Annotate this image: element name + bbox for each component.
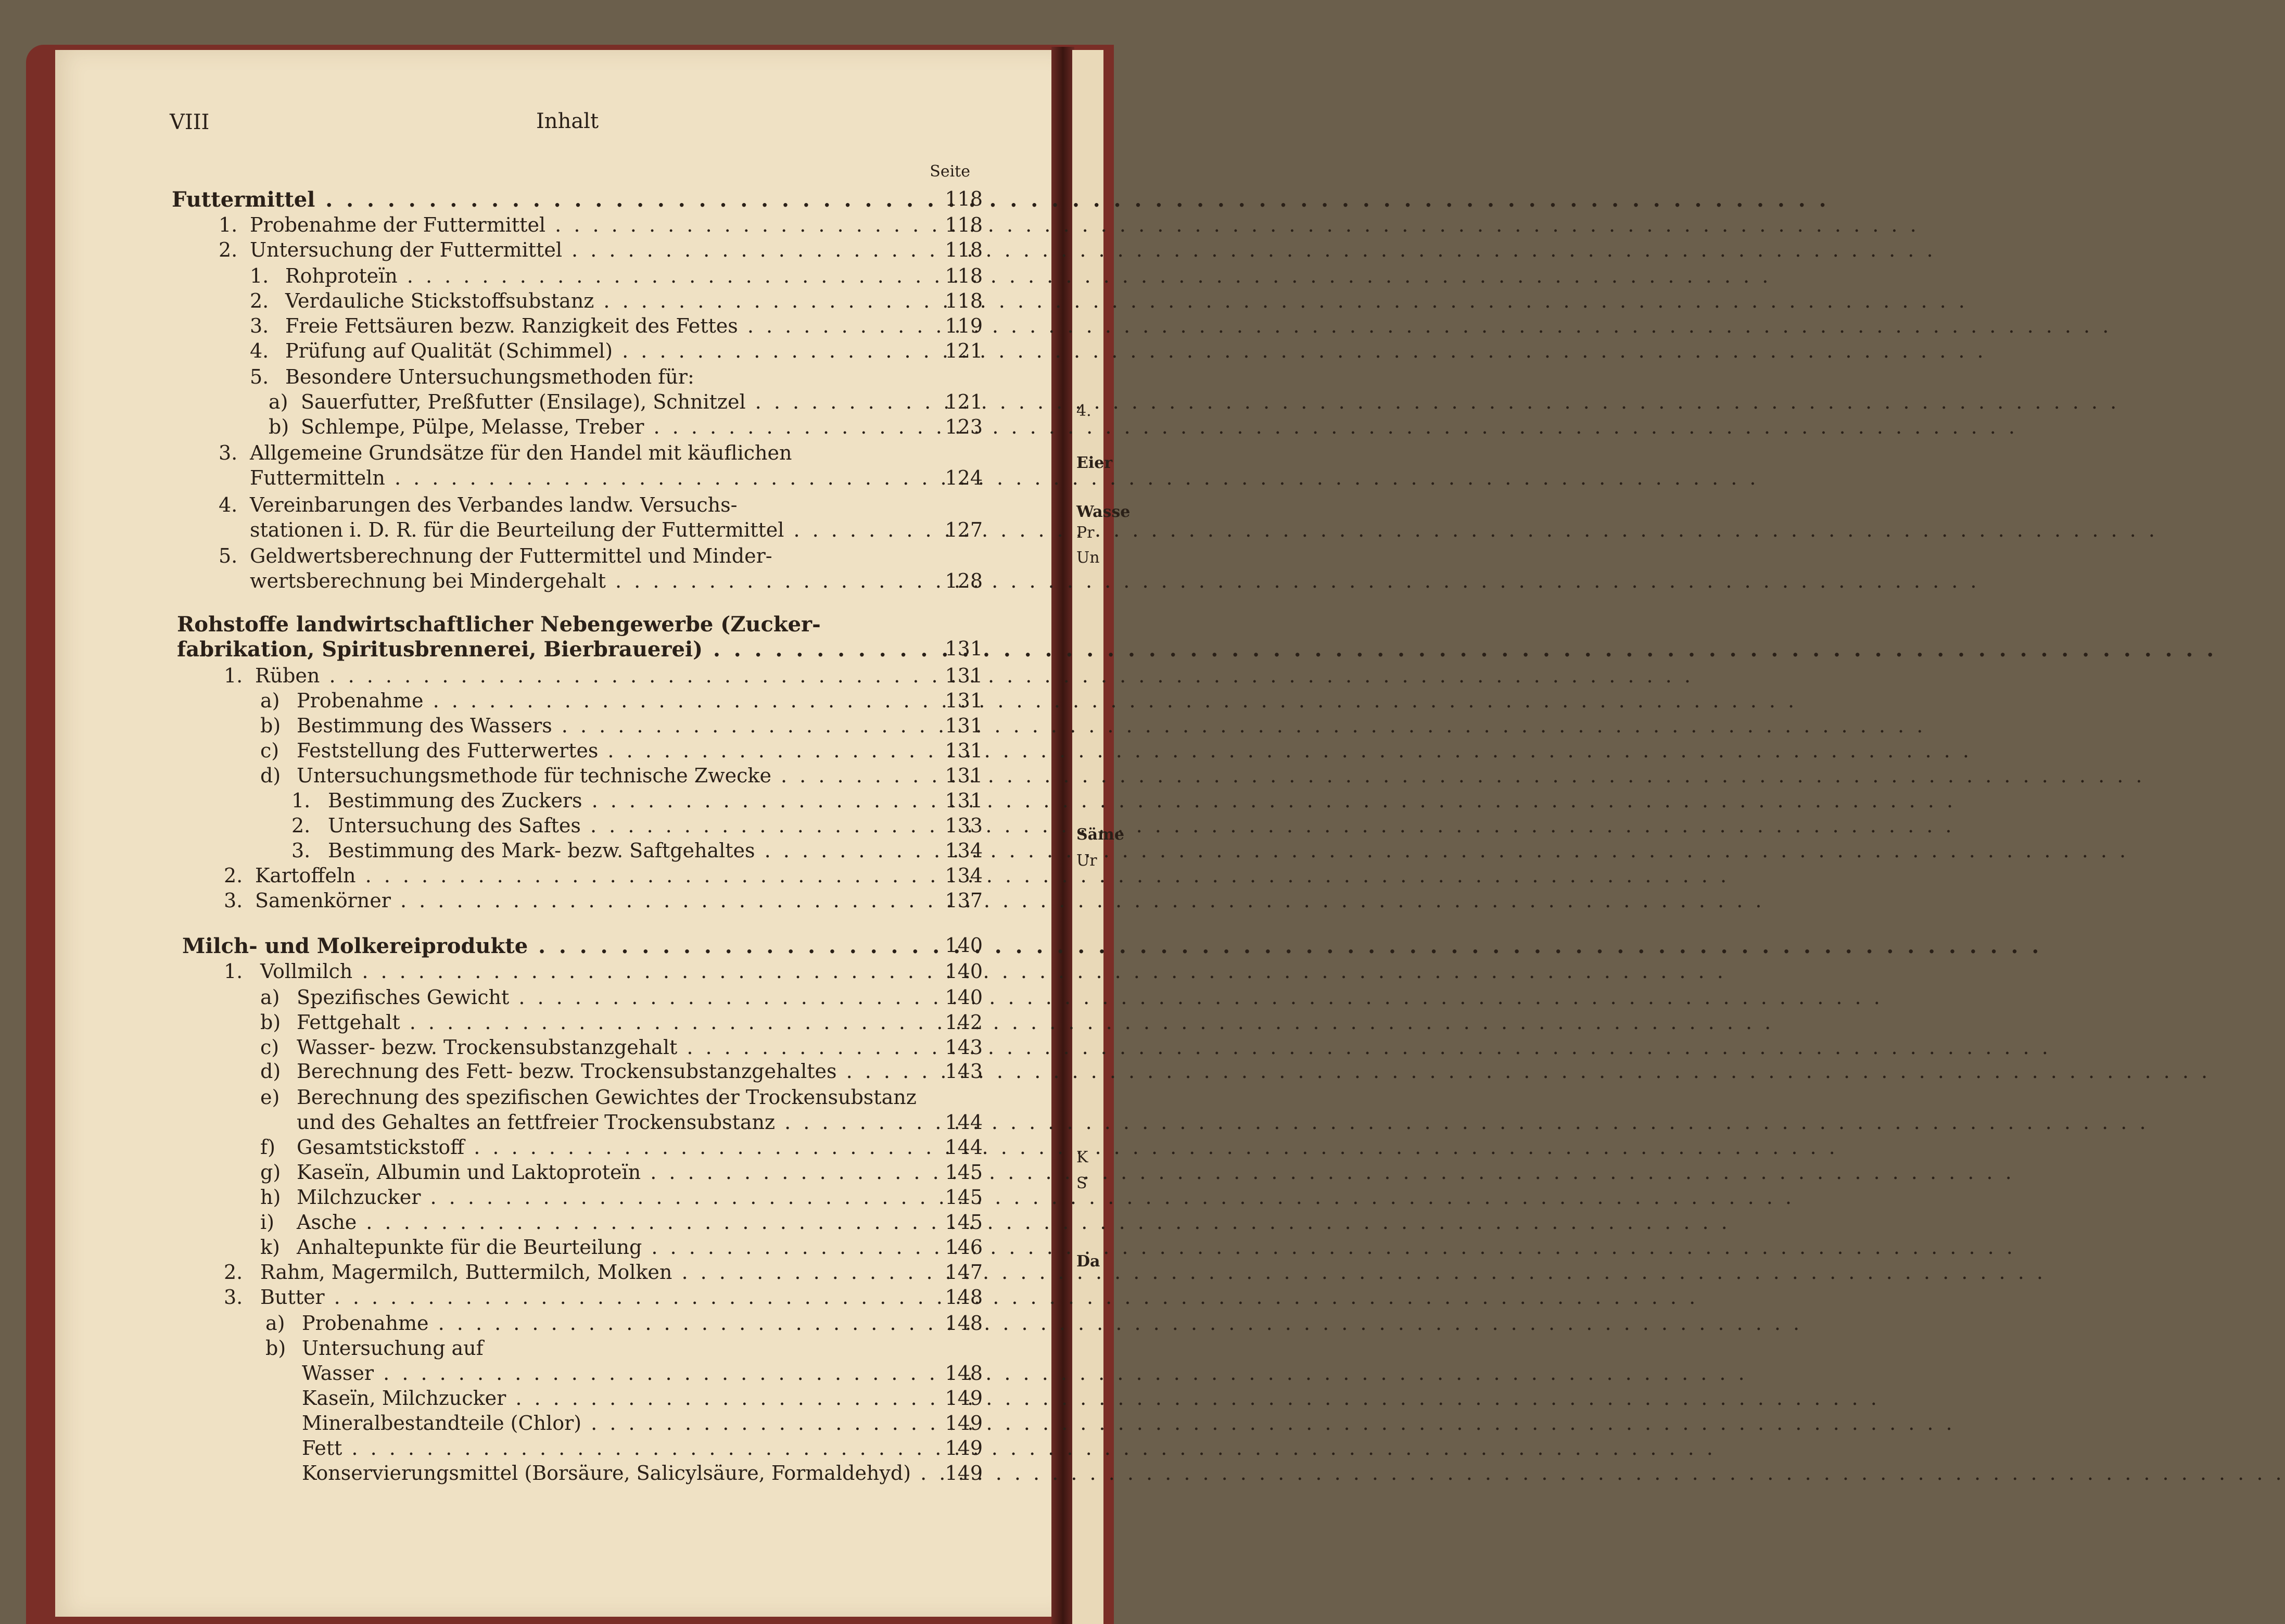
toc-entry: [0, 1161, 1103, 1186]
entry-text: Berechnung des Fett- bezw. Trockensubstanzgehaltes . . .: [297, 1060, 937, 1083]
entry-page-number: 131: [945, 664, 983, 687]
fragment: K: [1076, 1148, 1088, 1166]
entry-page-number: 137: [945, 889, 983, 912]
entry-text: Verdauliche Stickstoffsubstanz . . .: [285, 289, 937, 312]
entry-page-number: 131: [945, 714, 983, 737]
toc-entry: [0, 1060, 1103, 1085]
entry-number: 5.: [250, 365, 269, 388]
toc-entry: [0, 493, 1103, 518]
entry-text: Probenahme der Futtermittel . . .: [250, 213, 937, 236]
entry-number: 3.: [224, 889, 243, 912]
entry-text: Fettgehalt . . .: [297, 1011, 937, 1034]
entry-text: Bestimmung des Wassers . . .: [297, 714, 937, 737]
entry-page-number: 140: [945, 960, 983, 983]
entry-text: Vereinbarungen des Verbandes landw. Versuchs-: [250, 493, 738, 516]
entry-number: 3.: [250, 314, 269, 337]
entry-number: f): [260, 1136, 275, 1159]
section-page-number: 118: [945, 187, 983, 210]
entry-text: Allgemeine Grundsätze für den Handel mit käuflichen: [250, 441, 792, 464]
entry-number: 4.: [219, 493, 238, 516]
toc-entry: [0, 339, 1103, 364]
entry-text: Samenkörner . . .: [255, 889, 937, 912]
entry-page-number: 143: [945, 1036, 983, 1059]
entry-text: Wasser- bezw. Trockensubstanzgehalt . . .: [297, 1036, 937, 1059]
entry-page-number: 147: [945, 1261, 983, 1284]
entry-page-number: 118: [945, 213, 983, 236]
toc-entry: [0, 1387, 1103, 1412]
entry-number: 5.: [219, 544, 238, 567]
entry-page-number: 118: [945, 238, 983, 261]
entry-text: Untersuchungsmethode für technische Zwecke . . .: [297, 764, 937, 787]
entry-text: Anhaltepunkte für die Beurteilung . . .: [297, 1236, 937, 1259]
entry-text: Rahm, Magermilch, Buttermilch, Molken . . .: [260, 1261, 937, 1284]
entry-text: Butter . . .: [260, 1286, 937, 1309]
entry-number: a): [260, 986, 280, 1009]
toc-entry: [0, 986, 1103, 1011]
toc-entry: [0, 1312, 1103, 1337]
entry-page-number: 148: [945, 1312, 983, 1335]
toc-entry: [0, 289, 1103, 314]
toc-entry: [0, 1462, 1103, 1487]
entry-number: k): [260, 1236, 280, 1259]
entry-number: e): [260, 1086, 280, 1109]
entry-text: Sauerfutter, Preßfutter (Ensilage), Schnitzel . . .: [301, 390, 937, 413]
entry-text: Probenahme . . .: [302, 1312, 937, 1335]
entry-page-number: 118: [945, 264, 983, 287]
entry-text: Geldwertsberechnung der Futtermittel und Minder-: [250, 544, 772, 567]
toc-entry: [0, 365, 1103, 390]
fragment: Säme: [1076, 826, 1124, 844]
entry-text: Untersuchung des Saftes . . .: [328, 814, 937, 837]
entry-text: stationen i. D. R. für die Beurteilung der Futtermittel . . .: [250, 518, 937, 541]
entry-text: Feststellung des Futterwertes . . .: [297, 739, 937, 762]
entry-page-number: 131: [945, 739, 983, 762]
toc-entry: [0, 213, 1103, 238]
toc-entry: [0, 1437, 1103, 1462]
entry-number: 3.: [224, 1286, 243, 1309]
entry-text: Konservierungsmittel (Borsäure, Salicylsäure, Formaldehyd) . . .: [302, 1462, 942, 1485]
entry-number: c): [260, 1036, 280, 1059]
section-title: Milch- und Molkereiprodukte . . .: [182, 934, 937, 958]
entry-text: Futtermitteln . . .: [250, 466, 937, 489]
entry-text: Probenahme . . .: [297, 689, 937, 712]
section-title: Rohstoffe landwirtschaftlicher Nebengewerbe (Zucker-: [177, 612, 821, 637]
entry-page-number: 143: [945, 1060, 983, 1083]
toc-entry: [0, 1261, 1103, 1286]
entry-number: d): [260, 1060, 281, 1083]
section-heading: [0, 187, 1103, 212]
entry-number: i): [260, 1211, 274, 1234]
entry-number: 1.: [219, 213, 238, 236]
entry-page-number: 123: [945, 415, 983, 438]
entry-number: c): [260, 739, 280, 762]
toc-entry: [0, 1211, 1103, 1236]
entry-text: Freie Fettsäuren bezw. Ranzigkeit des Fettes . . .: [285, 314, 937, 337]
entry-number: b): [265, 1337, 286, 1360]
toc-entry: [0, 544, 1103, 569]
toc-entry: [0, 1337, 1103, 1362]
fragment: Pr: [1076, 524, 1095, 542]
toc-entry: [0, 1412, 1103, 1437]
entry-text: Kaseïn, Albumin und Laktoproteïn . . .: [297, 1161, 937, 1184]
toc-entry: [0, 1136, 1103, 1161]
entry-page-number: 148: [945, 1362, 983, 1385]
toc-entry: [0, 1111, 1103, 1136]
entry-number: 1.: [224, 960, 243, 983]
entry-number: b): [260, 1011, 281, 1034]
section-title: Futtermittel . . .: [172, 187, 937, 212]
toc-entry: [0, 764, 1103, 789]
entry-number: 2.: [224, 1261, 243, 1284]
toc-entry: [0, 415, 1103, 440]
fragment: Da: [1076, 1252, 1100, 1271]
entry-page-number: 134: [945, 864, 983, 887]
toc-entry: [0, 314, 1103, 339]
entry-number: g): [260, 1161, 281, 1184]
entry-number: 3.: [291, 839, 311, 862]
entry-text: Rohproteïn . . .: [285, 264, 937, 287]
entry-text: Rüben . . .: [255, 664, 937, 687]
entry-text: Vollmilch . . .: [260, 960, 937, 983]
entry-text: Mineralbestandteile (Chlor) . . .: [302, 1412, 937, 1435]
entry-text: Kartoffeln . . .: [255, 864, 937, 887]
entry-page-number: 149: [945, 1412, 983, 1435]
toc-entry: [0, 789, 1103, 814]
entry-text: Spezifisches Gewicht . . .: [297, 986, 937, 1009]
entry-page-number: 124: [945, 466, 983, 489]
toc-entry: [0, 1286, 1103, 1311]
entry-page-number: 149: [945, 1437, 983, 1460]
entry-page-number: 145: [945, 1186, 983, 1209]
entry-page-number: 118: [945, 289, 983, 312]
fragment: Un: [1076, 549, 1100, 567]
entry-number: b): [269, 415, 289, 438]
toc-entry: [0, 441, 1103, 466]
entry-number: a): [265, 1312, 285, 1335]
entry-page-number: 121: [945, 339, 983, 362]
toc-entry: [0, 518, 1103, 543]
entry-text: Kaseïn, Milchzucker . . .: [302, 1387, 937, 1410]
fragment: Wasse: [1076, 503, 1131, 521]
entry-page-number: 131: [945, 689, 983, 712]
toc-entry: [0, 1236, 1103, 1261]
toc-entry: [0, 814, 1103, 839]
entry-number: 1.: [291, 789, 311, 812]
section-page-number: 140: [945, 934, 983, 957]
toc-entry: [0, 466, 1103, 491]
entry-number: 3.: [219, 441, 238, 464]
toc-entry: [0, 689, 1103, 714]
entry-page-number: 144: [945, 1136, 983, 1159]
entry-number: a): [260, 689, 280, 712]
entry-number: 2.: [219, 238, 238, 261]
toc-entry: [0, 839, 1103, 864]
entry-page-number: 145: [945, 1161, 983, 1184]
entry-text: Untersuchung der Futtermittel . . .: [250, 238, 937, 261]
entry-page-number: 140: [945, 986, 983, 1009]
entry-number: b): [260, 714, 281, 737]
toc-entry: [0, 960, 1103, 985]
toc-entry: [0, 390, 1103, 415]
entry-text: Bestimmung des Mark- bezw. Saftgehaltes . . .: [328, 839, 937, 862]
entry-page-number: 142: [945, 1011, 983, 1034]
seite-label: Seite: [930, 162, 970, 181]
toc-entry: [0, 1362, 1103, 1387]
entry-page-number: 128: [945, 569, 983, 592]
entry-page-number: 144: [945, 1111, 983, 1134]
entry-page-number: 119: [945, 314, 983, 337]
section-title: fabrikation, Spiritusbrennerei, Bierbrauerei) . . .: [177, 637, 937, 662]
entry-page-number: 148: [945, 1286, 983, 1309]
fragment: Eier: [1076, 454, 1113, 472]
entry-page-number: 131: [945, 764, 983, 787]
entry-page-number: 145: [945, 1211, 983, 1234]
toc-entry: [0, 714, 1103, 739]
section-heading-continued: [0, 637, 1103, 662]
entry-page-number: 133: [945, 814, 983, 837]
entry-text: Bestimmung des Zuckers . . .: [328, 789, 937, 812]
entry-number: h): [260, 1186, 281, 1209]
entry-text: und des Gehaltes an fettfreier Trockensubstanz . . .: [297, 1111, 937, 1134]
toc-entry: [0, 238, 1103, 263]
entry-page-number: 127: [945, 518, 983, 541]
toc-entry: [0, 889, 1103, 914]
toc-entry: [0, 264, 1103, 289]
entry-text: Milchzucker . . .: [297, 1186, 937, 1209]
entry-text: Gesamtstickstoff . . .: [297, 1136, 937, 1159]
entry-text: Besondere Untersuchungsmethoden für:: [285, 365, 694, 388]
entry-text: Untersuchung auf: [302, 1337, 484, 1360]
section-page-number: 131: [945, 637, 983, 660]
fragment: Ur: [1076, 852, 1097, 870]
entry-number: 2.: [250, 289, 269, 312]
section-heading: [0, 612, 1103, 637]
entry-number: d): [260, 764, 281, 787]
toc-entry: [0, 664, 1103, 689]
entry-number: 1.: [224, 664, 243, 687]
entry-page-number: 149: [945, 1387, 983, 1410]
section-heading: [0, 934, 1103, 959]
entry-page-number: 146: [945, 1236, 983, 1259]
page-number: VIII: [170, 110, 210, 134]
entry-page-number: 134: [945, 839, 983, 862]
entry-number: a): [269, 390, 288, 413]
fragment: 4.: [1076, 402, 1091, 420]
toc-entry: [0, 1011, 1103, 1036]
entry-number: 4.: [250, 339, 269, 362]
entry-text: Asche . . .: [297, 1211, 937, 1234]
entry-number: 2.: [224, 864, 243, 887]
toc-entry: [0, 1036, 1103, 1061]
fragment: S: [1076, 1174, 1087, 1192]
entry-page-number: 149: [945, 1462, 983, 1485]
entry-number: 1.: [250, 264, 269, 287]
entry-text: wertsberechnung bei Mindergehalt . . .: [250, 569, 937, 592]
entry-text: Wasser . . .: [302, 1362, 937, 1385]
toc-entry: [0, 1186, 1103, 1211]
entry-page-number: 131: [945, 789, 983, 812]
toc-entry: [0, 1086, 1103, 1111]
entry-text: Prüfung auf Qualität (Schimmel) . . .: [285, 339, 937, 362]
entry-page-number: 121: [945, 390, 983, 413]
toc-entry: [0, 739, 1103, 764]
toc-entry: [0, 569, 1103, 594]
toc-entry: [0, 864, 1103, 889]
page-title: Inhalt: [536, 109, 599, 133]
entry-text: Berechnung des spezifischen Gewichtes der Trockensubstanz: [297, 1086, 917, 1109]
entry-text: Schlempe, Pülpe, Melasse, Treber . . .: [301, 415, 937, 438]
entry-number: 2.: [291, 814, 311, 837]
entry-text: Fett . . .: [302, 1437, 937, 1460]
